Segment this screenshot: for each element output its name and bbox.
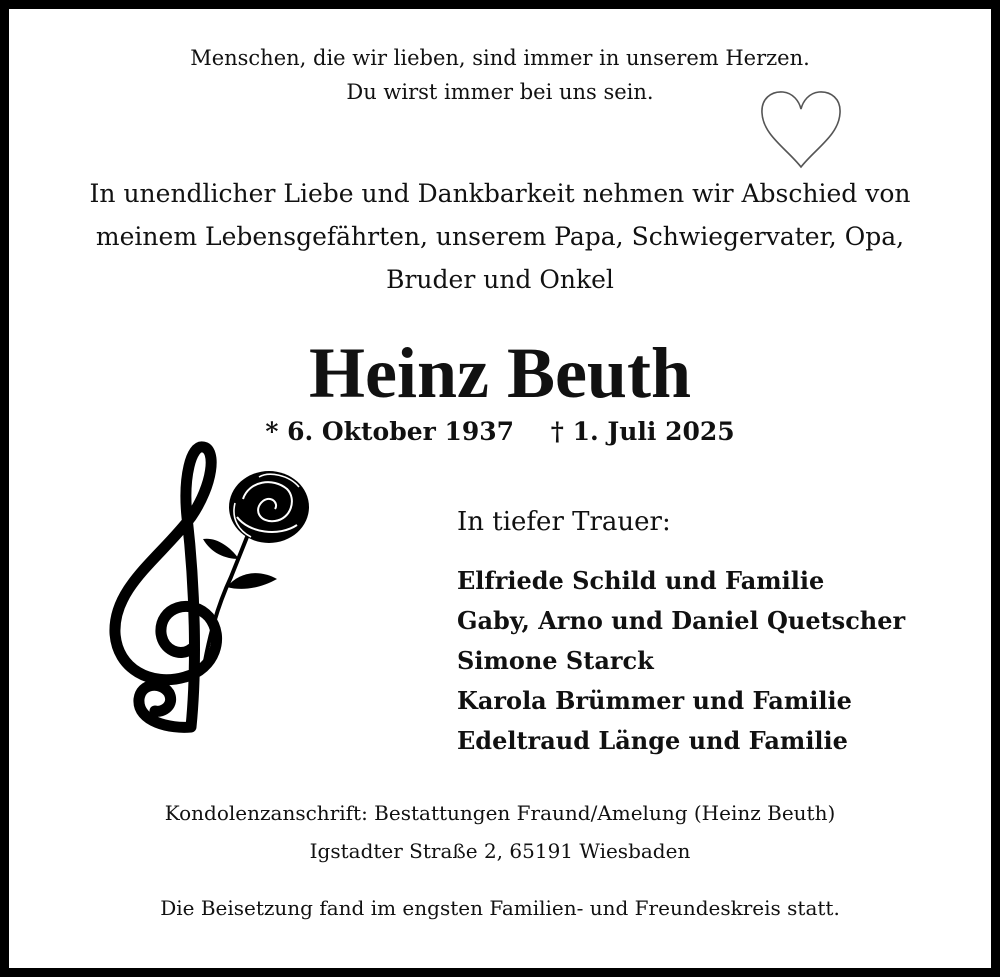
condolence-line-2: Igstadter Straße 2, 65191 Wiesbaden	[309, 839, 691, 863]
condolence-address	[9, 794, 991, 870]
list-item: Simone Starck	[457, 646, 654, 675]
list-item: Edeltraud Länge und Familie	[457, 726, 848, 755]
burial-note: Die Beisetzung fand im engsten Familien- und Freundeskreis statt.	[160, 896, 840, 920]
intro-text	[9, 172, 991, 301]
treble-clef-rose-icon	[99, 437, 329, 737]
mourning-title: In tiefer Trauer:	[457, 507, 671, 537]
list-item: Karola Brümmer und Familie	[457, 686, 852, 715]
death-date: † 1. Juli 2025	[550, 417, 735, 446]
list-item: Elfriede Schild und Familie	[457, 566, 825, 595]
intro-line-2: meinem Lebensgefährten, unserem Papa, Schwiegervater, Opa,	[95, 222, 905, 251]
condolence-line-1: Kondolenzanschrift: Bestattungen Fraund/Amelung (Heinz Beuth)	[164, 801, 836, 825]
motto-line-1: Menschen, die wir lieben, sind immer in unserem Herzen.	[190, 46, 810, 70]
motto-line-2: Du wirst immer bei uns sein.	[346, 80, 654, 104]
intro-line-3: Bruder und Onkel	[386, 265, 614, 294]
mourners-list	[457, 561, 905, 761]
intro-line-1: In unendlicher Liebe und Dankbarkeit nehmen wir Abschied von	[89, 179, 911, 208]
heart-outline-icon	[757, 87, 845, 173]
deceased-name: Heinz Beuth	[308, 333, 691, 413]
birth-date: * 6. Oktober 1937	[265, 417, 515, 446]
list-item: Gaby, Arno und Daniel Quetscher	[457, 606, 906, 635]
